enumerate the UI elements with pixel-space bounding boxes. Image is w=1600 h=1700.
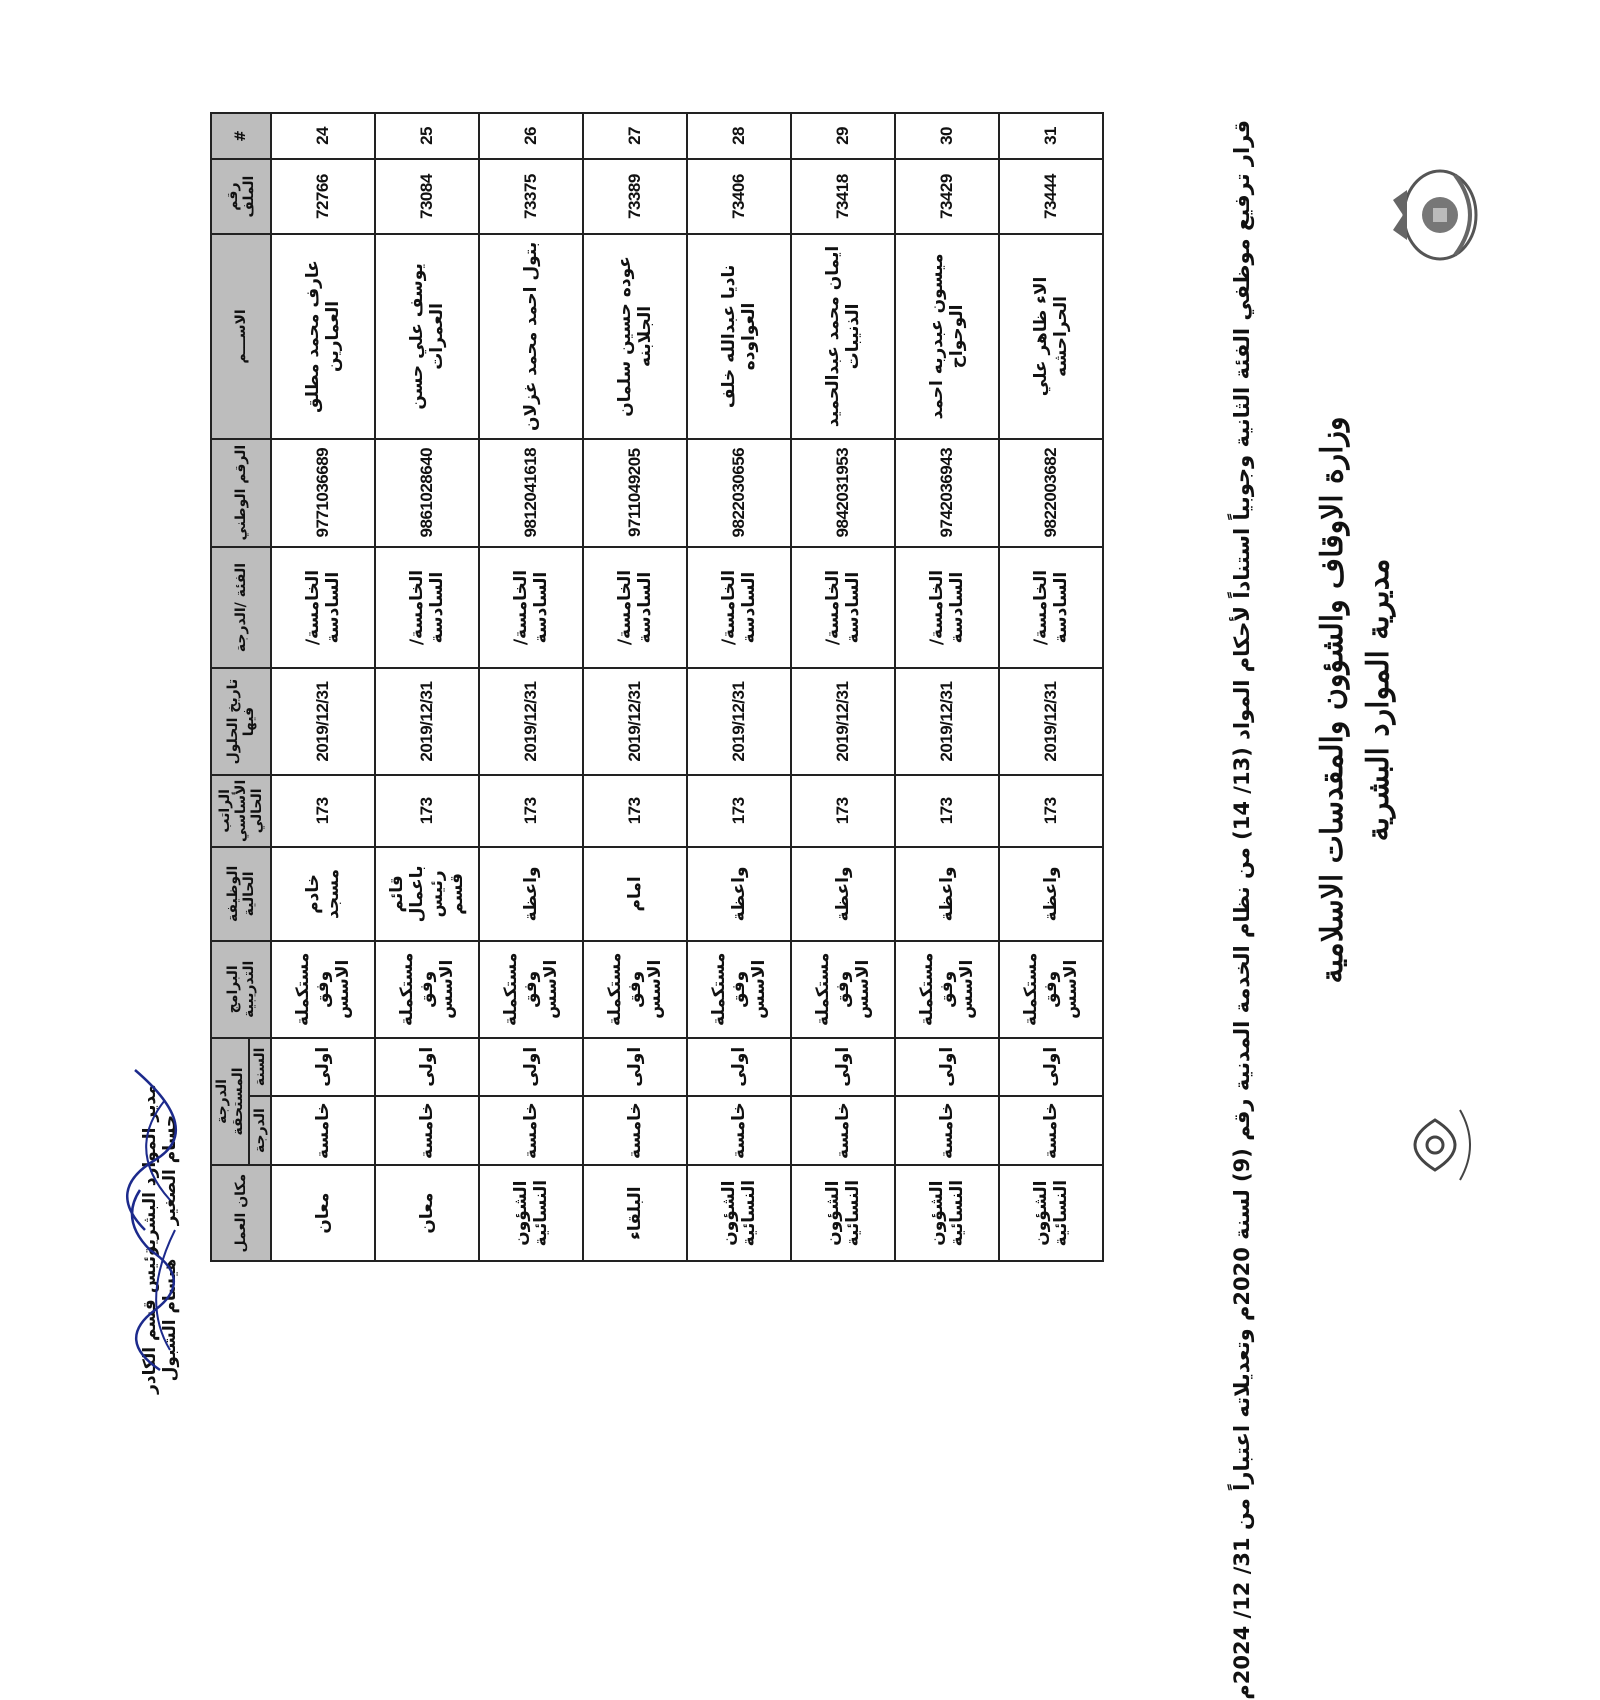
table-row xyxy=(271,113,375,1261)
table-row xyxy=(999,113,1103,1261)
row-due-grade: خامسة xyxy=(687,1096,791,1165)
row-category-grade: الخامسة/ السادسة xyxy=(583,547,687,669)
row-due-grade: خامسة xyxy=(375,1096,479,1165)
row-salary: 173 xyxy=(271,775,375,847)
row-job: واعظة xyxy=(687,847,791,941)
row-due-grade: خامسة xyxy=(791,1096,895,1165)
row-job: واعظة xyxy=(895,847,999,941)
directorate-name: مديرية الموارد البشرية xyxy=(1361,558,1396,842)
col-category-grade: الفئة /الدرجة xyxy=(211,547,271,669)
row-workplace: الشؤون النسائية xyxy=(791,1165,895,1261)
col-salary: الراتب الأساسي الحالي xyxy=(211,775,271,847)
rotated-page xyxy=(100,60,1500,1700)
row-index: 24 xyxy=(271,113,375,159)
row-name: بتول احمد محمد غزلان xyxy=(479,234,583,438)
row-due-year: اولى xyxy=(895,1038,999,1096)
ministry-name: وزارة الاوقاف والشؤون والمقدسات الاسلامية xyxy=(1315,416,1350,984)
row-date: 2019/12/31 xyxy=(791,668,895,774)
jordan-coat-of-arms-icon xyxy=(1385,160,1489,270)
row-index: 28 xyxy=(687,113,791,159)
row-index: 27 xyxy=(583,113,687,159)
row-file-no: 73444 xyxy=(999,159,1103,234)
row-name: الاء ظاهر علي الحراحشه xyxy=(999,234,1103,438)
row-category-grade: الخامسة/ السادسة xyxy=(895,547,999,669)
col-index: # xyxy=(211,113,271,159)
row-date: 2019/12/31 xyxy=(999,668,1103,774)
row-job: واعظة xyxy=(479,847,583,941)
col-date: تاريخ الحلول فيها xyxy=(211,668,271,774)
row-due-year: اولى xyxy=(479,1038,583,1096)
row-due-year: اولى xyxy=(687,1038,791,1096)
row-programs: مستكملة وفق الاسس xyxy=(791,941,895,1038)
row-due-grade: خامسة xyxy=(895,1096,999,1165)
col-file-no: رقم الملف xyxy=(211,159,271,234)
row-salary: 173 xyxy=(999,775,1103,847)
row-national-id: 9822003682 xyxy=(999,439,1103,547)
row-due-year: اولى xyxy=(375,1038,479,1096)
col-due-grade-value: الدرجة xyxy=(249,1096,271,1165)
row-category-grade: الخامسة/ السادسة xyxy=(375,547,479,669)
col-national-id: الرقم الوطني xyxy=(211,439,271,547)
row-programs: مستكملة وفق الاسس xyxy=(271,941,375,1038)
row-due-year: اولى xyxy=(791,1038,895,1096)
col-job: الوظيفة الحالية xyxy=(211,847,271,941)
col-name: الاســـم xyxy=(211,234,271,438)
row-index: 29 xyxy=(791,113,895,159)
row-category-grade: الخامسة/ السادسة xyxy=(999,547,1103,669)
col-due-grade: الدرجة المستحقة xyxy=(211,1038,249,1166)
row-salary: 173 xyxy=(479,775,583,847)
row-date: 2019/12/31 xyxy=(895,668,999,774)
row-national-id: 9771036689 xyxy=(271,439,375,547)
row-salary: 173 xyxy=(895,775,999,847)
row-index: 30 xyxy=(895,113,999,159)
signature-left-title: مدير الموارد البشرية xyxy=(140,1084,160,1256)
row-file-no: 73084 xyxy=(375,159,479,234)
decision-title: قرار ترفيع موظفي الفئة الثانية وجوبياً استناداً لأحكام المواد (13/ 14) من نظام الخدمة المدنية رقم (9) لسنة 2020م وتعديلاته اعتباراً من 31/ 12/ 2024م xyxy=(1230,120,1254,1700)
table-row xyxy=(375,113,479,1261)
table-row xyxy=(479,113,583,1261)
row-date: 2019/12/31 xyxy=(583,668,687,774)
row-category-grade: الخامسة/ السادسة xyxy=(687,547,791,669)
row-national-id: 9742036943 xyxy=(895,439,999,547)
table-row xyxy=(791,113,895,1261)
row-programs: مستكملة وفق الاسس xyxy=(375,941,479,1038)
row-date: 2019/12/31 xyxy=(375,668,479,774)
row-category-grade: الخامسة/ السادسة xyxy=(479,547,583,669)
row-date: 2019/12/31 xyxy=(687,668,791,774)
row-workplace: معان xyxy=(271,1165,375,1261)
row-category-grade: الخامسة/ السادسة xyxy=(791,547,895,669)
row-national-id: 9812041618 xyxy=(479,439,583,547)
row-due-grade: خامسة xyxy=(479,1096,583,1165)
row-workplace: البلقاء xyxy=(583,1165,687,1261)
row-index: 31 xyxy=(999,113,1103,159)
ministry-logo-icon xyxy=(1390,1100,1484,1190)
row-national-id: 9842031953 xyxy=(791,439,895,547)
row-workplace: الشؤون النسائية xyxy=(687,1165,791,1261)
row-programs: مستكملة وفق الاسس xyxy=(583,941,687,1038)
col-programs: البرامج التدريبية xyxy=(211,941,271,1038)
row-national-id: 9711049205 xyxy=(583,439,687,547)
row-salary: 173 xyxy=(375,775,479,847)
signature-right-name: هيسام الشبول xyxy=(160,1258,180,1382)
row-date: 2019/12/31 xyxy=(271,668,375,774)
row-due-grade: خامسة xyxy=(999,1096,1103,1165)
row-workplace: معان xyxy=(375,1165,479,1261)
row-name: يوسف علي حسن العمرات xyxy=(375,234,479,438)
row-job: واعظة xyxy=(999,847,1103,941)
row-index: 26 xyxy=(479,113,583,159)
col-workplace: مكان العمل xyxy=(211,1165,271,1261)
row-category-grade: الخامسة/ السادسة xyxy=(271,547,375,669)
row-name: ميسون عبدربه احمد الوحواح xyxy=(895,234,999,438)
row-file-no: 73406 xyxy=(687,159,791,234)
col-due-year: السنة xyxy=(249,1038,271,1096)
row-workplace: الشؤون النسائية xyxy=(999,1165,1103,1261)
row-salary: 173 xyxy=(583,775,687,847)
row-file-no: 73389 xyxy=(583,159,687,234)
row-file-no: 73418 xyxy=(791,159,895,234)
signature-scribble-left xyxy=(105,1060,185,1240)
row-name: ناديا عبدالله خلف العواوده xyxy=(687,234,791,438)
row-programs: مستكملة وفق الاسس xyxy=(999,941,1103,1038)
signature-right-title: رئيس قسم الكادر xyxy=(140,1246,160,1394)
row-job: امام xyxy=(583,847,687,941)
table-row xyxy=(895,113,999,1261)
row-due-year: اولى xyxy=(999,1038,1103,1096)
row-workplace: الشؤون النسائية xyxy=(479,1165,583,1261)
row-programs: مستكملة وفق الاسس xyxy=(895,941,999,1038)
row-name: ايمان محمد عبدالحميد الذنيبات xyxy=(791,234,895,438)
row-programs: مستكملة وفق الاسس xyxy=(479,941,583,1038)
row-due-grade: خامسة xyxy=(271,1096,375,1165)
promotion-table xyxy=(210,112,1104,1262)
row-file-no: 72766 xyxy=(271,159,375,234)
row-national-id: 9861028640 xyxy=(375,439,479,547)
row-job: قائم باعمال رئيس قسم xyxy=(375,847,479,941)
row-due-grade: خامسة xyxy=(583,1096,687,1165)
row-salary: 173 xyxy=(687,775,791,847)
row-job: خادم مسجد xyxy=(271,847,375,941)
row-workplace: الشؤون النسائية xyxy=(895,1165,999,1261)
row-salary: 173 xyxy=(791,775,895,847)
row-index: 25 xyxy=(375,113,479,159)
signature-left-name: حسام الصغير xyxy=(160,1114,180,1226)
row-due-year: اولى xyxy=(583,1038,687,1096)
row-national-id: 9822030656 xyxy=(687,439,791,547)
row-name: عوده حسين سلمان الجلابنه xyxy=(583,234,687,438)
row-programs: مستكملة وفق الاسس xyxy=(687,941,791,1038)
table-row xyxy=(583,113,687,1261)
row-file-no: 73375 xyxy=(479,159,583,234)
row-due-year: اولى xyxy=(271,1038,375,1096)
row-job: واعظة xyxy=(791,847,895,941)
row-date: 2019/12/31 xyxy=(479,668,583,774)
row-file-no: 73429 xyxy=(895,159,999,234)
table-row xyxy=(687,113,791,1261)
row-name: عارف محمد مطلق العمارين xyxy=(271,234,375,438)
